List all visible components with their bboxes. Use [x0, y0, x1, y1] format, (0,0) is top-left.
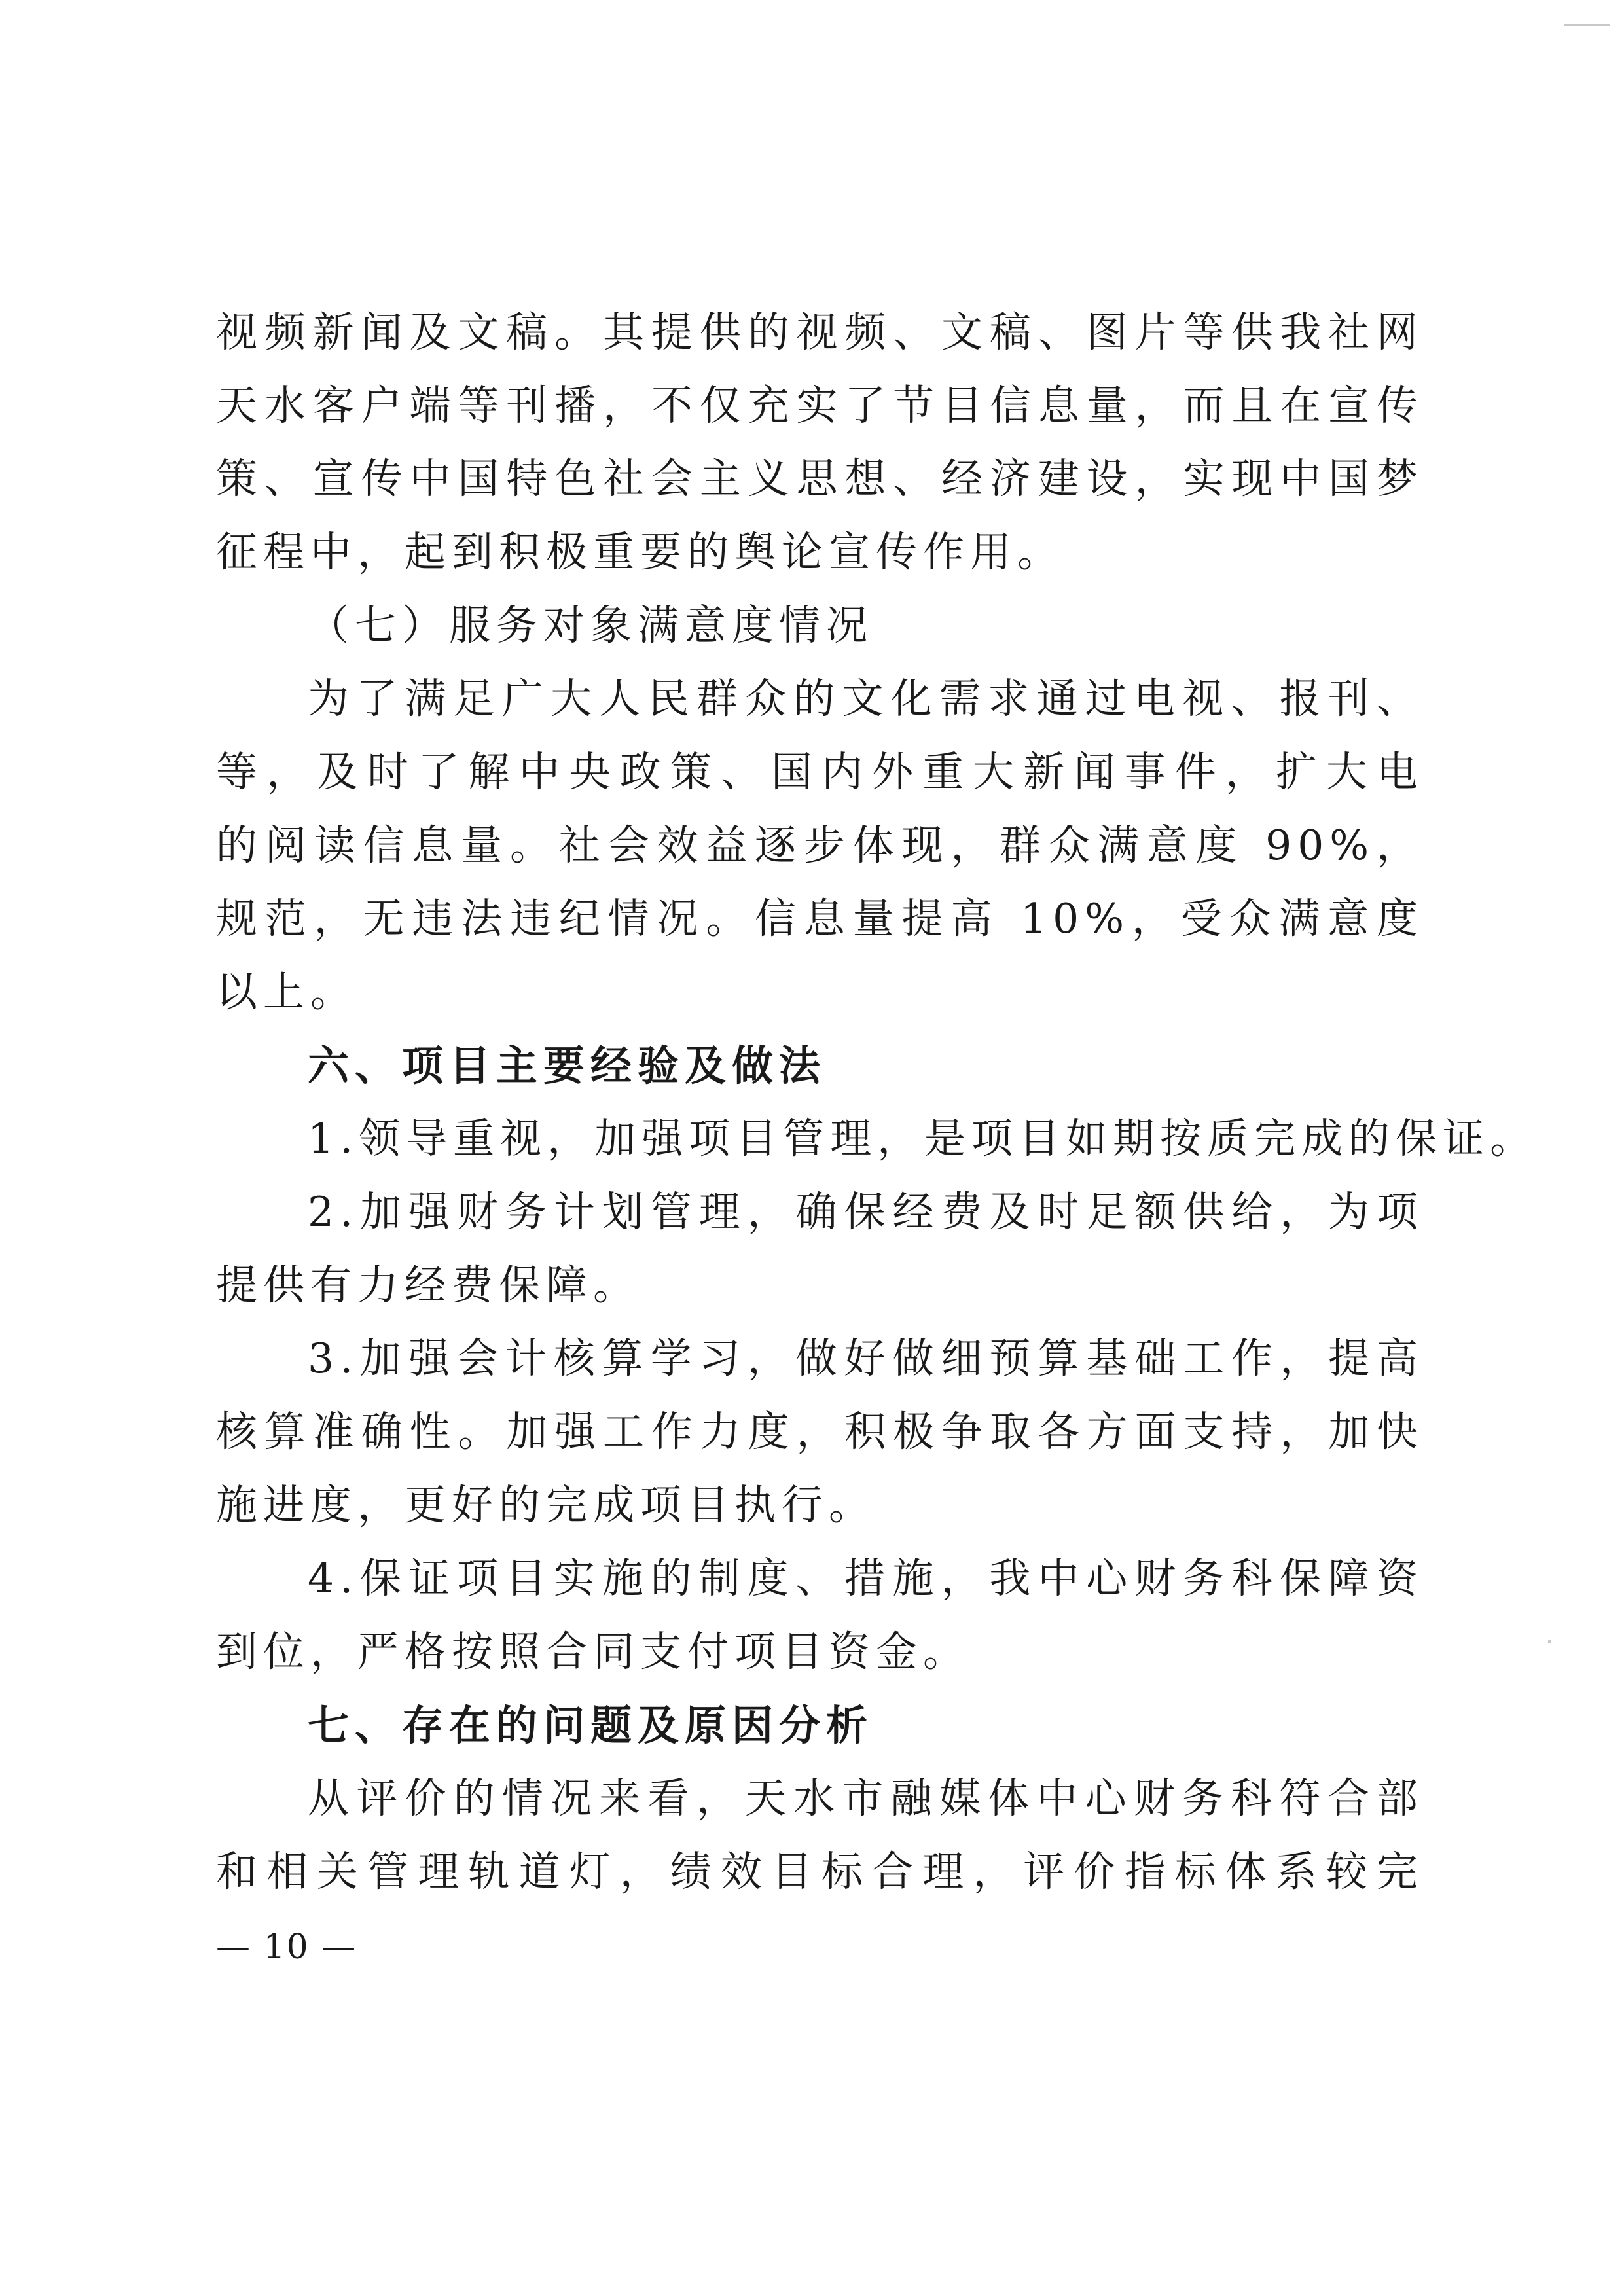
section-subheading: （七）服务对象满意度情况 — [308, 601, 873, 649]
body-line: 从评价的情况来看，天水市融媒体中心财务科符合部 — [308, 1774, 1424, 1822]
body-line: 天水客户端等刊播，不仅充实了节目信息量，而且在宣传 — [216, 382, 1424, 429]
list-item: 4.保证项目实施的制度、措施，我中心财务科保障资 — [308, 1554, 1424, 1602]
body-line: 的阅读信息量。社会效益逐步体现，群众满意度 90%， — [216, 821, 1424, 869]
list-item: 3.加强会计核算学习，做好做细预算基础工作，提高 — [308, 1335, 1424, 1382]
body-line: 等，及时了解中央政策、国内外重大新闻事件，扩大电 — [216, 748, 1424, 796]
body-line: 以上。 — [216, 968, 357, 1016]
list-item-continuation: 核算准确性。加强工作力度，积极争取各方面支持，加快 — [216, 1408, 1424, 1456]
list-item-continuation: 施进度，更好的完成项目执行。 — [216, 1481, 876, 1529]
scan-edge-mark — [1548, 1640, 1551, 1643]
list-item: 1.领导重视，加强项目管理，是项目如期按质完成的保证。 — [308, 1115, 1538, 1162]
scan-edge-mark — [1564, 24, 1610, 26]
section-heading: 六、项目主要经验及做法 — [308, 1041, 826, 1090]
body-line: 征程中，起到积极重要的舆论宣传作用。 — [216, 528, 1064, 576]
body-line: 策、宣传中国特色社会主义思想、经济建设，实现中国梦 — [216, 455, 1424, 503]
body-line: 规范，无违法违纪情况。信息量提高 10%，受众满意度 — [216, 895, 1424, 942]
page-number: — 10 — — [216, 1928, 357, 1967]
body-line: 为了满足广大人民群众的文化需求通过电视、报刊、 — [308, 675, 1424, 723]
list-item-continuation: 到位，严格按照合同支付项目资金。 — [216, 1628, 970, 1676]
list-item: 2.加强财务计划管理，确保经费及时足额供给，为项 — [308, 1188, 1424, 1236]
list-item-continuation: 提供有力经费保障。 — [216, 1261, 640, 1309]
body-line: 和相关管理轨道灯，绩效目标合理，评价指标体系较完 — [216, 1848, 1424, 1895]
section-heading: 七、存在的问题及原因分析 — [308, 1701, 873, 1749]
body-line: 视频新闻及文稿。其提供的视频、文稿、图片等供我社网 — [216, 308, 1424, 356]
